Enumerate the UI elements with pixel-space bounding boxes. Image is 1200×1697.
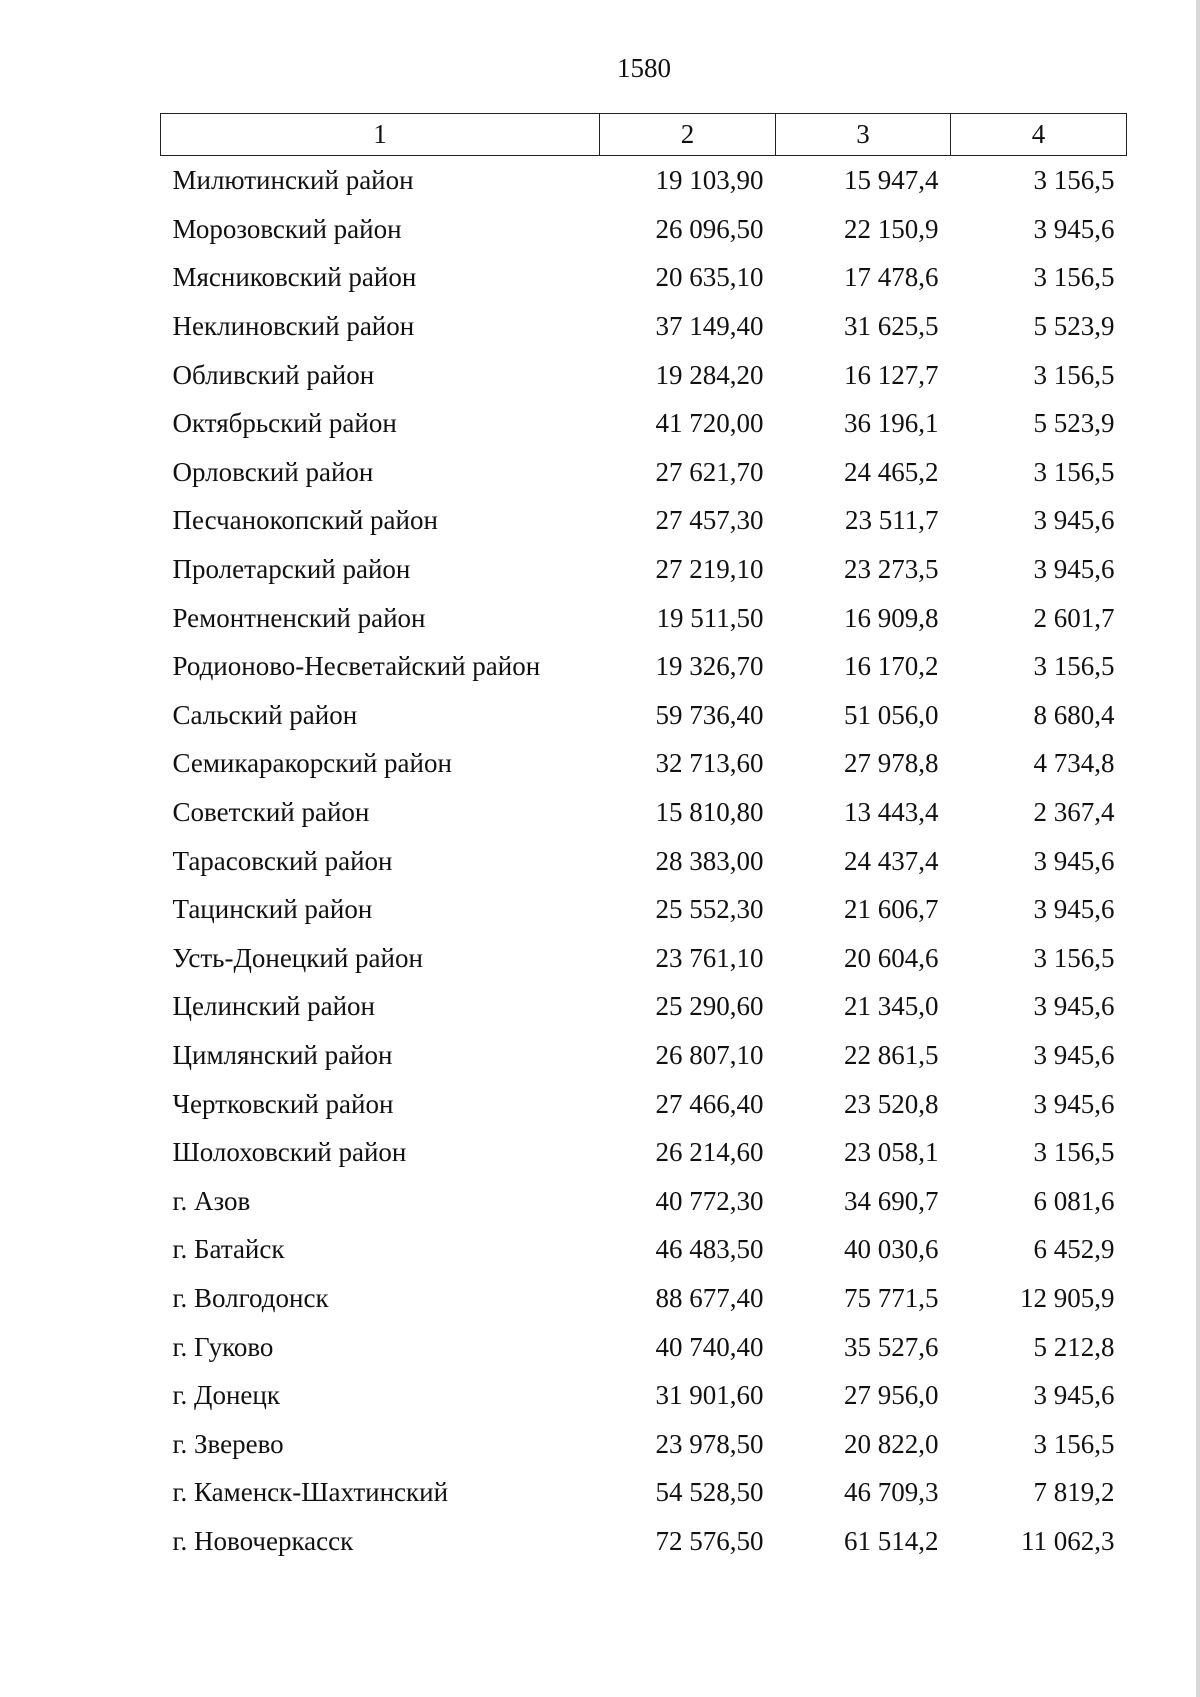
table-row — [161, 1225, 1127, 1274]
district-name-cell: Орловский район — [172, 456, 374, 487]
table-row — [161, 545, 1127, 594]
value-col4-cell: 5 212,8 — [1033, 1331, 1115, 1362]
table-row — [161, 934, 1127, 983]
table-row — [161, 1322, 1127, 1371]
table-row — [161, 982, 1127, 1031]
district-name-cell: Шолоховский район — [172, 1137, 407, 1168]
district-name-cell: Неклиновский район — [172, 311, 415, 342]
value-col4-cell: 12 905,9 — [1020, 1282, 1115, 1313]
district-name-cell: г. Азов — [172, 1185, 251, 1216]
value-col2-cell: 54 528,50 — [655, 1477, 764, 1508]
value-col2-cell: 27 457,30 — [655, 505, 764, 536]
value-col2-cell: 26 096,50 — [655, 213, 764, 244]
table-row — [161, 1274, 1127, 1323]
district-name-cell: Чертковский район — [172, 1088, 394, 1119]
value-col3-cell: 16 127,7 — [844, 359, 939, 390]
value-col4-cell: 8 680,4 — [1033, 699, 1115, 730]
value-col2-cell: 40 740,40 — [655, 1331, 764, 1362]
table-row — [161, 739, 1127, 788]
value-col3-cell: 24 465,2 — [844, 456, 939, 487]
district-name-cell: Семикаракорский район — [172, 748, 452, 779]
column-header-2: 2 — [600, 114, 776, 156]
header-row — [161, 114, 1127, 156]
value-col3-cell: 15 947,4 — [844, 165, 939, 196]
value-col2-cell: 23 761,10 — [655, 942, 764, 973]
value-col3-cell: 23 520,8 — [844, 1088, 939, 1119]
value-col2-cell: 31 901,60 — [655, 1380, 764, 1411]
value-col3-cell: 61 514,2 — [844, 1525, 939, 1556]
table-header — [161, 114, 1127, 156]
value-col2-cell: 72 576,50 — [655, 1525, 764, 1556]
value-col4-cell: 4 734,8 — [1033, 748, 1115, 779]
value-col3-cell: 22 861,5 — [844, 1039, 939, 1070]
district-name-cell: г. Зверево — [172, 1428, 284, 1459]
data-table — [160, 113, 1127, 1565]
value-col2-cell: 25 552,30 — [655, 894, 764, 925]
table-row — [161, 1371, 1127, 1420]
page-number: 1580 — [617, 53, 671, 83]
value-col4-cell: 3 945,6 — [1033, 1380, 1115, 1411]
value-col2-cell: 32 713,60 — [655, 748, 764, 779]
value-col3-cell: 36 196,1 — [844, 408, 939, 439]
table-row — [161, 691, 1127, 740]
value-col4-cell: 3 945,6 — [1033, 1039, 1115, 1070]
district-name-cell: Целинский район — [172, 991, 375, 1022]
value-col3-cell: 23 273,5 — [844, 554, 939, 585]
value-col2-cell: 27 466,40 — [655, 1088, 764, 1119]
district-name-cell: Октябрьский район — [172, 408, 397, 439]
value-col2-cell: 88 677,40 — [655, 1282, 764, 1313]
value-col3-cell: 17 478,6 — [844, 262, 939, 293]
table-row — [161, 788, 1127, 837]
district-name-cell: Ремонтненский район — [172, 602, 426, 633]
district-name-cell: Сальский район — [172, 699, 358, 730]
value-col2-cell: 41 720,00 — [655, 408, 764, 439]
table-row — [161, 496, 1127, 545]
district-name-cell: Тарасовский район — [172, 845, 393, 876]
value-col2-cell: 19 284,20 — [655, 359, 764, 390]
value-col3-cell: 27 956,0 — [844, 1380, 939, 1411]
column-header-4: 4 — [951, 114, 1127, 156]
value-col4-cell: 3 156,5 — [1033, 165, 1115, 196]
value-col4-cell: 3 945,6 — [1033, 845, 1115, 876]
table-row — [161, 1517, 1127, 1566]
district-name-cell: г. Новочеркасск — [172, 1525, 354, 1556]
value-col3-cell: 23 058,1 — [844, 1137, 939, 1168]
table-row — [161, 836, 1127, 885]
value-col4-cell: 3 945,6 — [1033, 213, 1115, 244]
value-col3-cell: 35 527,6 — [844, 1331, 939, 1362]
table-row — [161, 1176, 1127, 1225]
value-col2-cell: 23 978,50 — [655, 1428, 764, 1459]
table-row — [161, 156, 1127, 205]
district-name-cell: Родионово-Несветайский район — [172, 651, 541, 682]
table-row — [161, 448, 1127, 497]
value-col4-cell: 6 452,9 — [1033, 1234, 1115, 1265]
value-col4-cell: 3 156,5 — [1033, 942, 1115, 973]
district-name-cell: Советский район — [172, 797, 370, 828]
table-row — [161, 885, 1127, 934]
value-col3-cell: 20 822,0 — [844, 1428, 939, 1459]
value-col3-cell: 21 606,7 — [844, 894, 939, 925]
district-name-cell: Обливский район — [172, 359, 375, 390]
table-row — [161, 205, 1127, 254]
value-col2-cell: 28 383,00 — [655, 845, 764, 876]
table-row — [161, 1031, 1127, 1080]
table-row — [161, 350, 1127, 399]
district-name-cell: г. Гуково — [172, 1331, 274, 1362]
value-col3-cell: 34 690,7 — [844, 1185, 939, 1216]
value-col4-cell: 3 156,5 — [1033, 456, 1115, 487]
table-row — [161, 1079, 1127, 1128]
district-name-cell: г. Батайск — [172, 1234, 285, 1265]
value-col4-cell: 7 819,2 — [1033, 1477, 1115, 1508]
table-body — [161, 156, 1127, 1566]
value-col4-cell: 3 945,6 — [1033, 894, 1115, 925]
value-col2-cell: 19 511,50 — [656, 602, 764, 633]
value-col4-cell: 3 945,6 — [1033, 991, 1115, 1022]
value-col3-cell: 40 030,6 — [844, 1234, 939, 1265]
value-col2-cell: 27 621,70 — [655, 456, 764, 487]
value-col2-cell: 25 290,60 — [655, 991, 764, 1022]
value-col3-cell: 16 170,2 — [844, 651, 939, 682]
value-col2-cell: 40 772,30 — [655, 1185, 764, 1216]
value-col2-cell: 15 810,80 — [655, 797, 764, 828]
district-name-cell: Морозовский район — [172, 213, 402, 244]
value-col4-cell: 2 601,7 — [1033, 602, 1115, 633]
table-row — [161, 642, 1127, 691]
district-name-cell: Цимлянский район — [172, 1039, 393, 1070]
value-col4-cell: 2 367,4 — [1033, 797, 1115, 828]
page-edge-shadow — [1196, 0, 1200, 1697]
value-col4-cell: 11 062,3 — [1021, 1525, 1115, 1556]
table-row — [161, 1128, 1127, 1177]
table-row — [161, 593, 1127, 642]
district-name-cell: Песчанокопский район — [172, 505, 438, 536]
column-header-1: 1 — [161, 114, 600, 156]
column-header-3: 3 — [776, 114, 951, 156]
value-col2-cell: 26 214,60 — [655, 1137, 764, 1168]
value-col4-cell: 3 945,6 — [1033, 554, 1115, 585]
value-col4-cell: 3 156,5 — [1033, 359, 1115, 390]
district-name-cell: Мясниковский район — [172, 262, 417, 293]
district-name-cell: г. Донецк — [172, 1380, 280, 1411]
value-col3-cell: 24 437,4 — [844, 845, 939, 876]
value-col4-cell: 3 156,5 — [1033, 262, 1115, 293]
value-col4-cell: 6 081,6 — [1033, 1185, 1115, 1216]
value-col4-cell: 3 945,6 — [1033, 505, 1115, 536]
value-col3-cell: 75 771,5 — [844, 1282, 939, 1313]
value-col4-cell: 3 945,6 — [1033, 1088, 1115, 1119]
value-col3-cell: 23 511,7 — [845, 505, 939, 536]
value-col2-cell: 19 326,70 — [655, 651, 764, 682]
value-col2-cell: 37 149,40 — [655, 311, 764, 342]
value-col3-cell: 16 909,8 — [844, 602, 939, 633]
value-col3-cell: 20 604,6 — [844, 942, 939, 973]
table-row — [161, 302, 1127, 351]
value-col3-cell: 27 978,8 — [844, 748, 939, 779]
value-col3-cell: 31 625,5 — [844, 311, 939, 342]
district-name-cell: Милютинский район — [172, 165, 414, 196]
value-col2-cell: 46 483,50 — [655, 1234, 764, 1265]
value-col4-cell: 3 156,5 — [1033, 1428, 1115, 1459]
district-name-cell: г. Каменск-Шахтинский — [172, 1477, 449, 1508]
value-col2-cell: 20 635,10 — [655, 262, 764, 293]
district-name-cell: г. Волгодонск — [172, 1282, 329, 1313]
value-col2-cell: 27 219,10 — [655, 554, 764, 585]
district-name-cell: Тацинский район — [172, 894, 373, 925]
district-name-cell: Усть-Донецкий район — [172, 942, 423, 973]
value-col2-cell: 59 736,40 — [655, 699, 764, 730]
value-col2-cell: 19 103,90 — [655, 165, 764, 196]
value-col3-cell: 51 056,0 — [844, 699, 939, 730]
value-col4-cell: 5 523,9 — [1033, 311, 1115, 342]
value-col4-cell: 3 156,5 — [1033, 651, 1115, 682]
table-row — [161, 1419, 1127, 1468]
value-col3-cell: 13 443,4 — [844, 797, 939, 828]
district-name-cell: Пролетарский район — [172, 554, 411, 585]
value-col4-cell: 5 523,9 — [1033, 408, 1115, 439]
table-row — [161, 253, 1127, 302]
value-col3-cell: 46 709,3 — [844, 1477, 939, 1508]
value-col4-cell: 3 156,5 — [1033, 1137, 1115, 1168]
table-row — [161, 399, 1127, 448]
value-col2-cell: 26 807,10 — [655, 1039, 764, 1070]
table-row — [161, 1468, 1127, 1517]
value-col3-cell: 22 150,9 — [844, 213, 939, 244]
value-col3-cell: 21 345,0 — [844, 991, 939, 1022]
